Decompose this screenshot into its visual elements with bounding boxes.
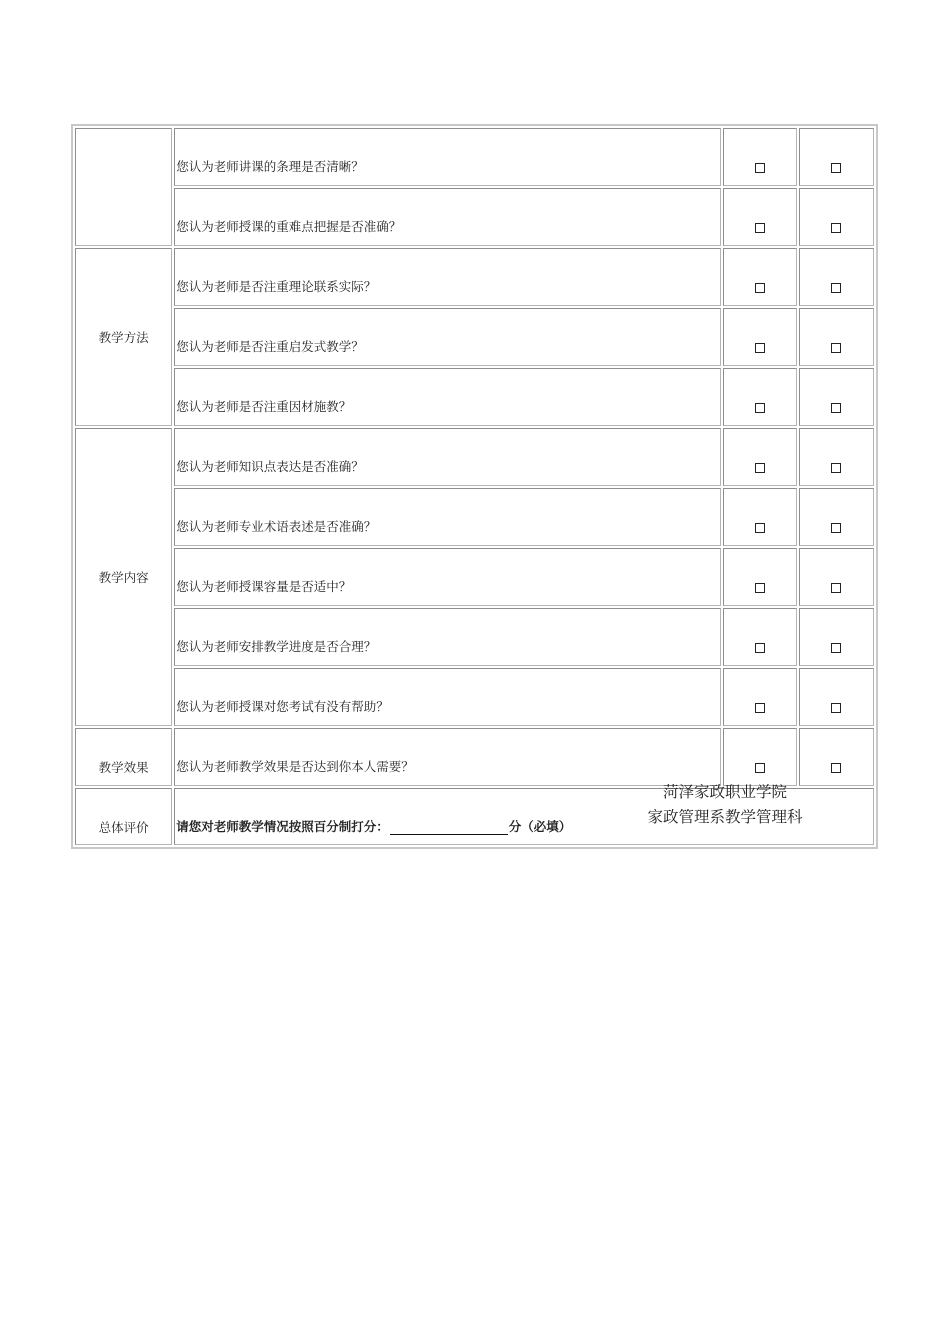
question-text: 您认为老师教学效果是否达到你本人需要？	[174, 728, 720, 786]
rating-checkbox[interactable]	[755, 223, 765, 233]
category-cell	[75, 128, 172, 246]
rating-checkbox[interactable]	[831, 763, 841, 773]
checkbox-cell	[723, 668, 797, 726]
table-row	[75, 608, 874, 666]
rating-checkbox[interactable]	[755, 583, 765, 593]
checkbox-cell	[799, 188, 874, 246]
rating-checkbox[interactable]	[755, 703, 765, 713]
rating-checkbox[interactable]	[831, 163, 841, 173]
checkbox-cell	[799, 128, 874, 186]
checkbox-cell	[799, 608, 874, 666]
rating-checkbox[interactable]	[831, 703, 841, 713]
question-text: 您认为老师是否注重因材施教？	[174, 368, 720, 426]
table-row	[75, 728, 874, 786]
rating-checkbox[interactable]	[831, 583, 841, 593]
rating-checkbox[interactable]	[755, 283, 765, 293]
rating-checkbox[interactable]	[755, 643, 765, 653]
checkbox-cell	[799, 248, 874, 306]
table-row	[75, 308, 874, 366]
checkbox-cell	[799, 488, 874, 546]
category-teaching-effect: 教学效果	[75, 728, 172, 786]
rating-checkbox[interactable]	[831, 343, 841, 353]
checkbox-cell	[723, 548, 797, 606]
score-prompt: 请您对老师教学情况按照百分制打分：	[176, 819, 389, 834]
signature-department: 家政管理系教学管理科	[647, 808, 803, 826]
checkbox-cell	[723, 488, 797, 546]
checkbox-cell	[799, 668, 874, 726]
question-text: 您认为老师知识点表达是否准确？	[174, 428, 720, 486]
question-text: 您认为老师授课的重难点把握是否准确？	[174, 188, 720, 246]
category-teaching-method: 教学方法	[75, 248, 172, 426]
table-row	[75, 368, 874, 426]
rating-checkbox[interactable]	[831, 523, 841, 533]
checkbox-cell	[799, 308, 874, 366]
question-text: 您认为老师讲课的条理是否清晰？	[174, 128, 720, 186]
checkbox-cell	[723, 188, 797, 246]
rating-checkbox[interactable]	[755, 163, 765, 173]
rating-checkbox[interactable]	[831, 283, 841, 293]
checkbox-cell	[723, 128, 797, 186]
question-text: 您认为老师授课对您考试有没有帮助？	[174, 668, 720, 726]
checkbox-cell	[723, 428, 797, 486]
rating-checkbox[interactable]	[831, 463, 841, 473]
category-overall: 总体评价	[75, 788, 172, 845]
category-teaching-content: 教学内容	[75, 428, 172, 726]
question-text: 您认为老师安排教学进度是否合理？	[174, 608, 720, 666]
question-text: 您认为老师授课容量是否适中？	[174, 548, 720, 606]
rating-checkbox[interactable]	[831, 403, 841, 413]
table-row	[75, 428, 874, 486]
checkbox-cell	[723, 308, 797, 366]
rating-checkbox[interactable]	[755, 523, 765, 533]
table-row	[75, 248, 874, 306]
checkbox-cell	[723, 248, 797, 306]
evaluation-table	[71, 124, 878, 849]
table-row	[75, 668, 874, 726]
signature-block	[620, 780, 830, 830]
checkbox-cell	[799, 548, 874, 606]
table-row	[75, 488, 874, 546]
rating-checkbox[interactable]	[831, 643, 841, 653]
rating-checkbox[interactable]	[755, 763, 765, 773]
score-suffix: 分（必填）	[508, 819, 572, 834]
checkbox-cell	[723, 368, 797, 426]
question-text: 您认为老师专业术语表述是否准确？	[174, 488, 720, 546]
signature-institution: 菏泽家政职业学院	[662, 783, 787, 801]
checkbox-cell	[723, 728, 797, 786]
checkbox-cell	[799, 728, 874, 786]
rating-checkbox[interactable]	[831, 223, 841, 233]
table-row	[75, 188, 874, 246]
checkbox-cell	[799, 368, 874, 426]
rating-checkbox[interactable]	[755, 403, 765, 413]
checkbox-cell	[723, 608, 797, 666]
score-input-line[interactable]	[390, 821, 508, 835]
rating-checkbox[interactable]	[755, 463, 765, 473]
question-text: 您认为老师是否注重启发式教学？	[174, 308, 720, 366]
question-text: 您认为老师是否注重理论联系实际？	[174, 248, 720, 306]
table-row	[75, 128, 874, 186]
table-row	[75, 548, 874, 606]
checkbox-cell	[799, 428, 874, 486]
rating-checkbox[interactable]	[755, 343, 765, 353]
